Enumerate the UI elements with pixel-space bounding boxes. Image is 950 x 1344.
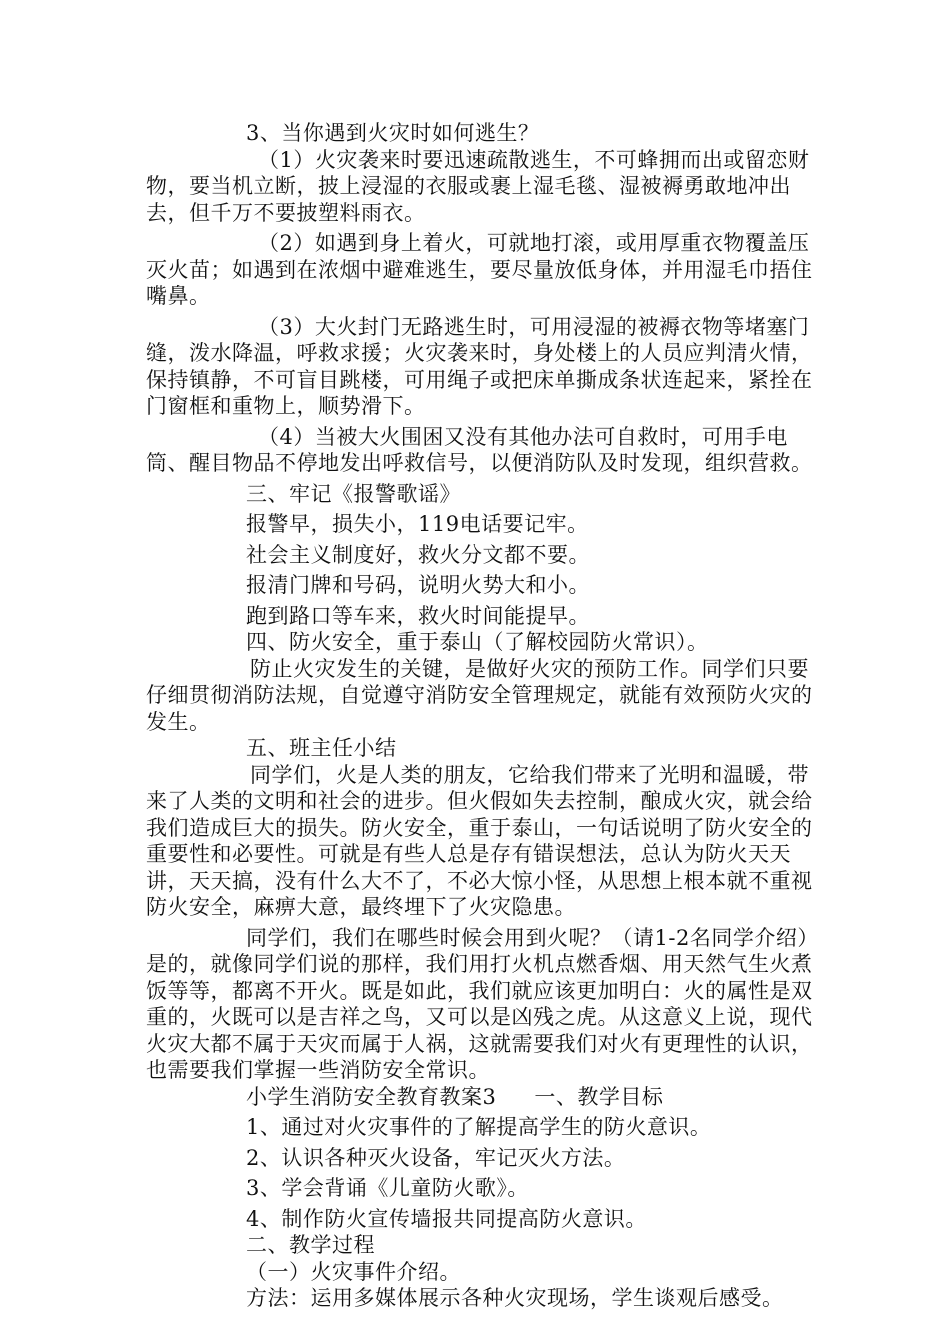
list-item: 4、制作防火宣传墙报共同提高防火意识。 (246, 1206, 647, 1231)
question-heading: 3、当你遇到火灾时如何逃生？ (246, 121, 540, 145)
lesson-title-line (146, 1084, 816, 1111)
section-heading-process: 二、教学过程 (246, 1233, 375, 1257)
section-heading-5: 五、班主任小结 (246, 736, 397, 760)
list-item: 3、学会背诵《儿童防火歌》。 (246, 1176, 529, 1200)
paragraph-escape-4: （4）当被大火围困又没有其他办法可自救时，可用手电筒、醒目物品不停地发出呼救信号，以便消防队及时发现，组织营救。 (146, 424, 813, 475)
objectives-heading: 一、教学目标 (534, 1084, 664, 1109)
song-line-1: 报警早，损失小，119电话要记牢。 (246, 512, 589, 536)
paragraph-summary-1: 同学们，火是人类的朋友，它给我们带来了光明和温暖，带来了人类的文明和社会的进步。但火假如失去控制，酿成火灾，就会给我们造成巨大的损失。防火安全，重于泰山，一句话说明了防火安全的重要性和必要性。可就是有些人总是存有错误想法，总认为防火天天讲，天天搞，没有什么大不了，不必大惊小怪，从思想上根本就不重视防火安全，麻痹大意，最终埋下了火灾隐患。 (146, 762, 813, 919)
song-line-4: 跑到路口等车来，救火时间能提早。 (246, 603, 590, 628)
subsection-heading: （一）火灾事件介绍。 (246, 1259, 461, 1284)
paragraph-escape-3: （3）大火封门无路逃生时，可用浸湿的被褥衣物等堵塞门缝，泼水降温，呼救求援；火灾袭来时，身处楼上的人员应判清火情，保持镇静，不可盲目跳楼，可用绳子或把床单撕成条状连起来，紧拴在门窗框和重物上，顺势滑下。 (146, 314, 813, 418)
section-heading-4: 四、防火安全，重于泰山（了解校园防火常识）。 (246, 630, 709, 654)
list-item: 1、通过对火灾事件的了解提高学生的防火意识。 (246, 1115, 712, 1139)
paragraph-escape-2: （2）如遇到身上着火，可就地打滚，或用厚重衣物覆盖压灭火苗；如遇到在浓烟中避难逃生，要尽量放低身体，并用湿毛巾捂住嘴鼻。 (146, 231, 813, 308)
lesson-title: 小学生消防安全教育教案3 (246, 1084, 497, 1109)
song-line-2: 社会主义制度好，救火分文都不要。 (246, 542, 590, 567)
paragraph-escape-1: （1）火灾袭来时要迅速疏散逃生，不可蜂拥而出或留恋财物，要当机立断，披上浸湿的衣服或裹上湿毛毯、湿被褥勇敢地冲出去，但千万不要披塑料雨衣。 (146, 147, 810, 225)
document-body (146, 120, 816, 1312)
section-heading-3: 三、牢记《报警歌谣》 (246, 481, 461, 506)
method-line: 方法：运用多媒体展示各种火灾现场，学生谈观后感受。 (246, 1286, 784, 1310)
song-line-3: 报清门牌和号码，说明火势大和小。 (246, 573, 590, 597)
paragraph-prevention: 防止火灾发生的关键，是做好火灾的预防工作。同学们只要仔细贯彻消防法规，自觉遵守消防安全管理规定，就能有效预防火灾的发生。 (146, 656, 813, 734)
paragraph-summary-2: 同学们，我们在哪些时候会用到火呢？（请1-2名同学介绍）是的，就像同学们说的那样，我们用打火机点燃香烟、用天然气生火煮饭等等，都离不开火。既是如此，我们就应该更加明白：火的属性是双重的，火既可以是吉祥之鸟，又可以是凶残之虎。从这意义上说，现代火灾大都不属于天灾而属于人祸，这就需要我们对火有更理性的认识，也需要我们掌握一些消防安全常识。 (146, 925, 813, 1082)
list-item: 2、认识各种灭火设备，牢记灭火方法。 (246, 1145, 626, 1170)
